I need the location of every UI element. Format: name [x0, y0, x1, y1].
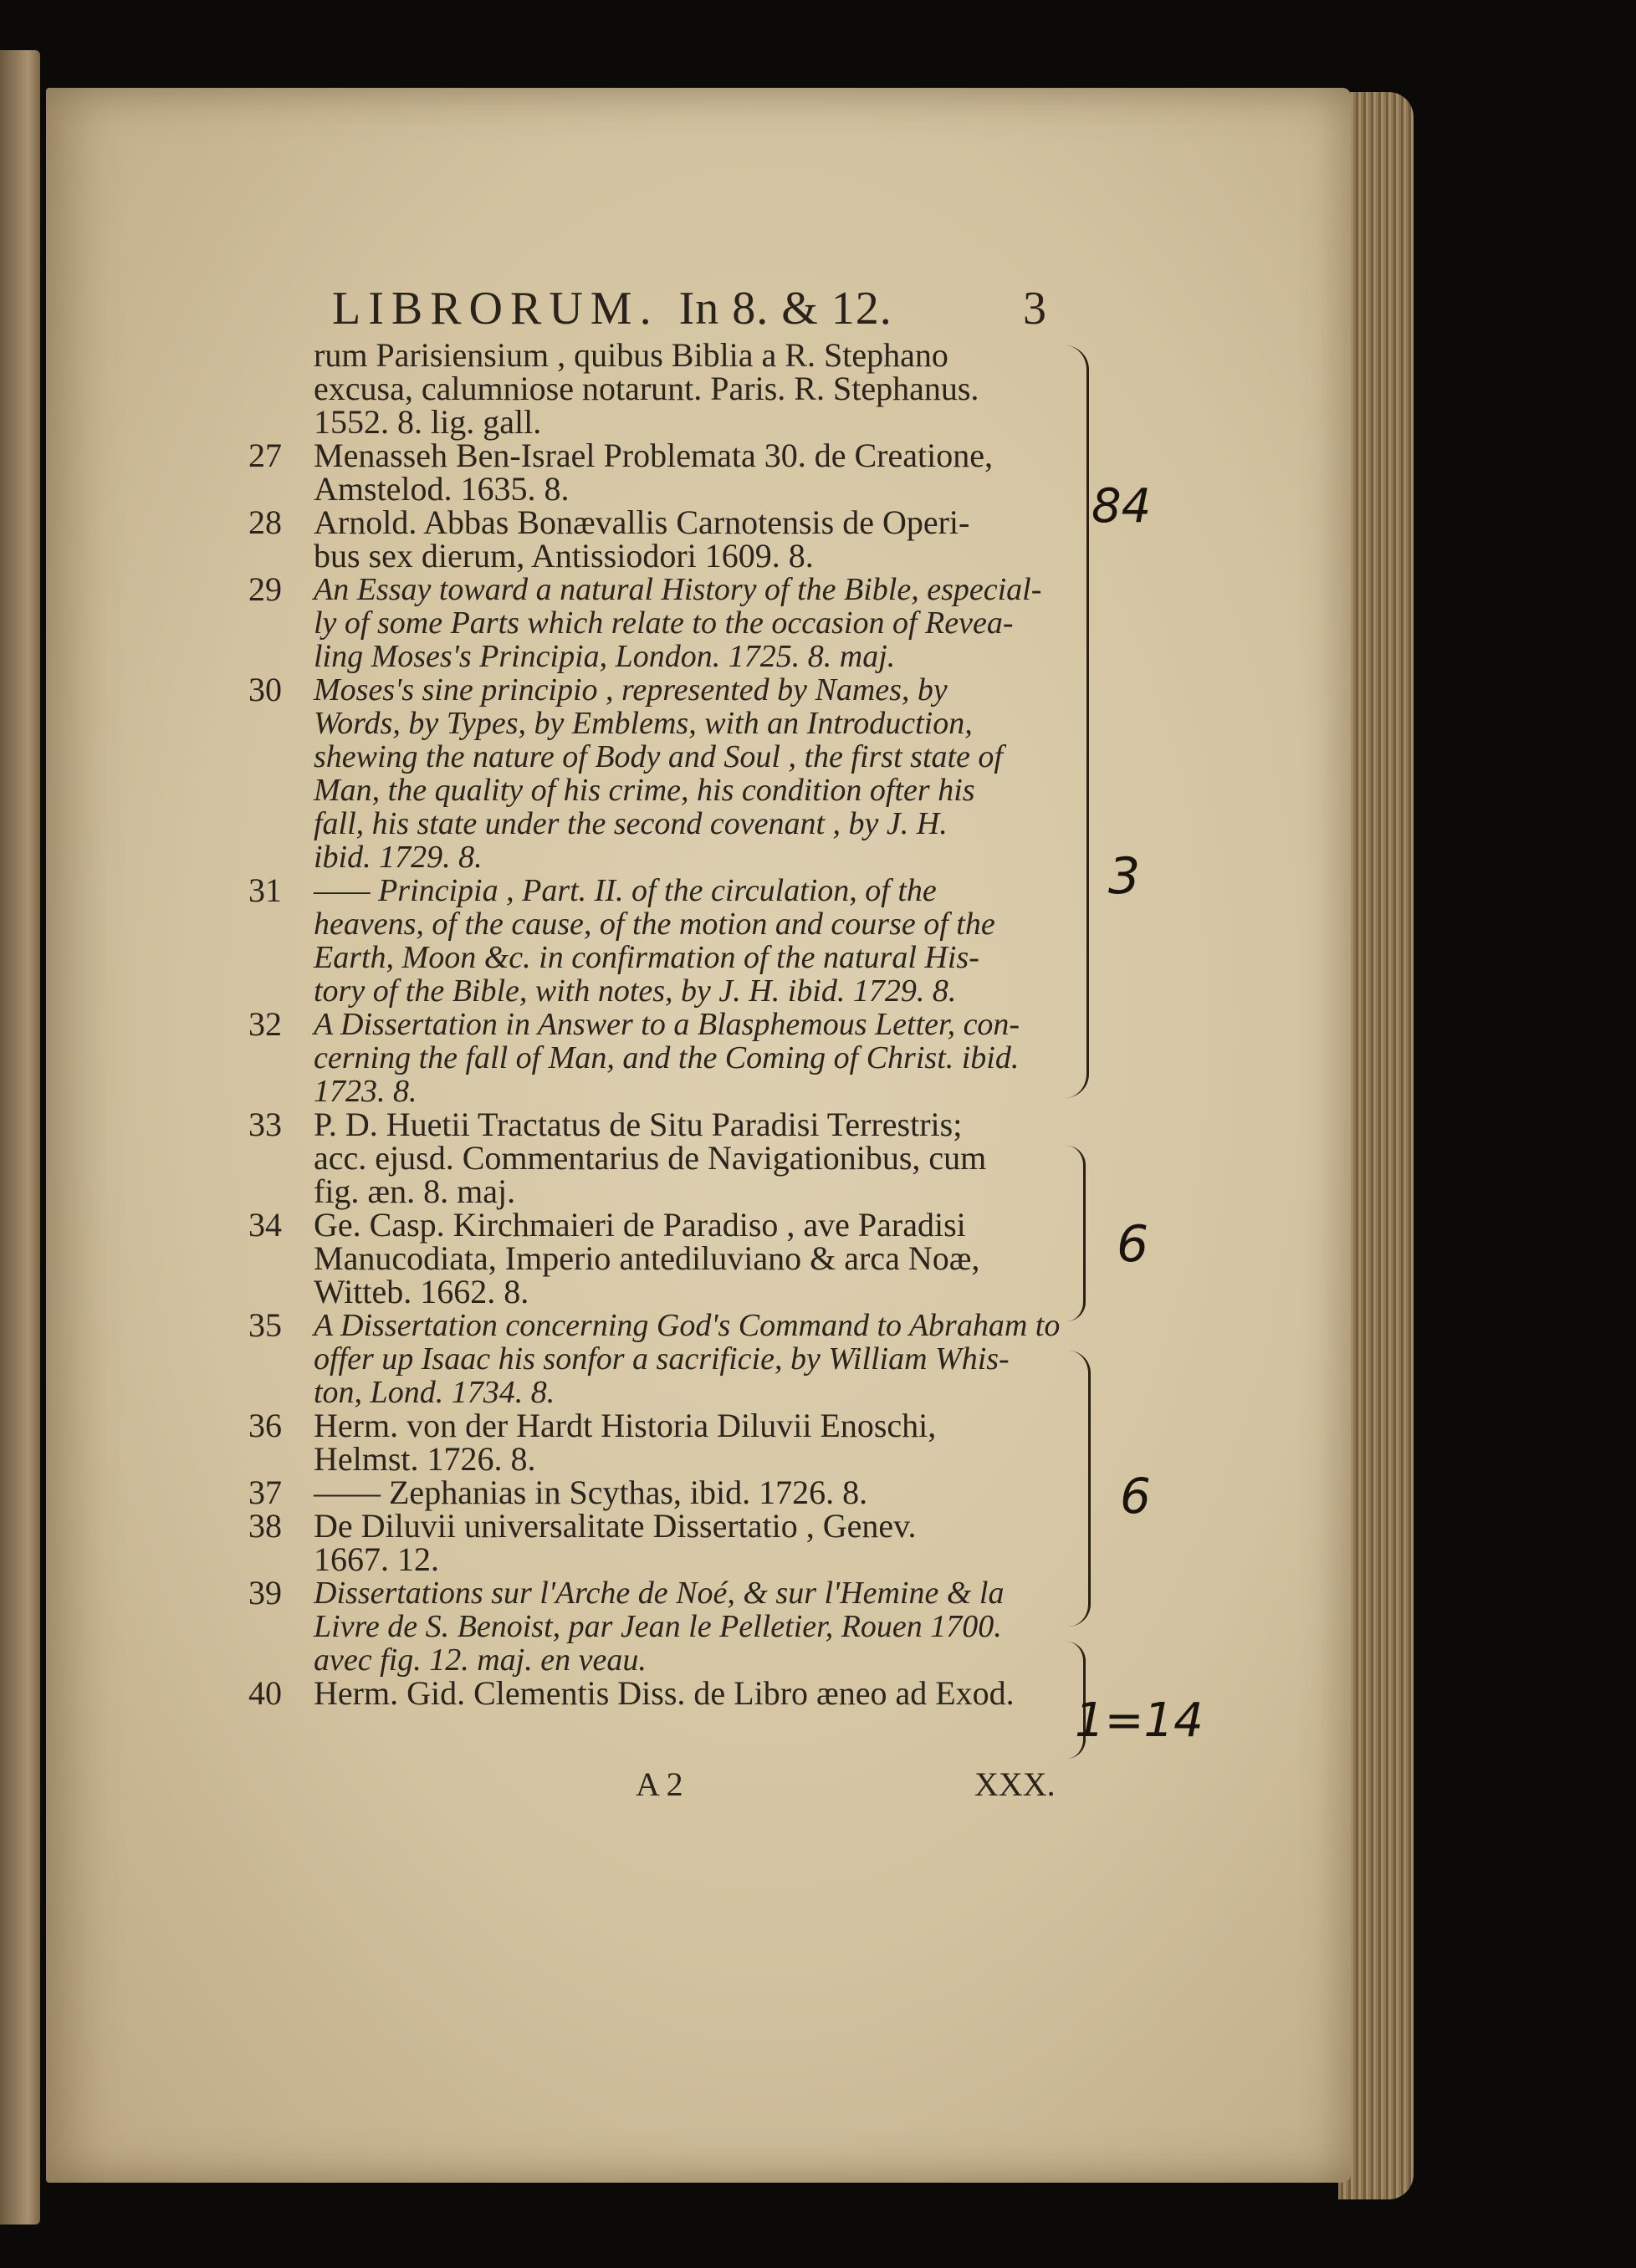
handwritten-price-3: 3: [1108, 847, 1141, 906]
entry-text: Moses's sine principio , represented by Names, by Words, by Types, by Emblems, with an Introduction, shewing the nature of Body and Soul , the first state of Man, the quality of his crime, his condition ofter his fall, his state under the second covenant , by J. H. ibid. 1729. 8.: [314, 672, 1003, 875]
entry-number: 40: [248, 1674, 282, 1712]
entry-text: rum Parisiensium , quibus Biblia a R. Stephano excusa, calumniose notarunt. Paris. R. Stephanus. 1552. 8. lig. gall.: [314, 336, 979, 441]
entry-text: Herm. von der Hardt Historia Diluvii Enoschi, Helmst. 1726. 8.: [314, 1407, 937, 1478]
entry-number: 32: [248, 1005, 282, 1043]
catchword: XXX.: [974, 1765, 1056, 1803]
margin-bracket: [1065, 345, 1089, 1098]
entry-text: Dissertations sur l'Arche de Noé, & sur l'Hemine & la Livre de S. Benoist, par Jean le Pelletier, Rouen 1700. avec fig. 12. maj. en veau.: [314, 1576, 1005, 1678]
catalogue-entry: [240, 1674, 1093, 1712]
handwritten-price-84: 84: [1092, 479, 1152, 534]
page-number: 3: [1023, 283, 1046, 335]
handwritten-price-6-second: 6: [1120, 1468, 1151, 1525]
entry-text: An Essay toward a natural History of the Bible, especial- ly of some Parts which relate to the occasion of Revea- ling Moses's Principia, London. 1725. 8. maj.: [314, 572, 1042, 674]
running-head-title: LIBRORUM.: [332, 283, 659, 335]
entry-text: P. D. Huetii Tractatus de Situ Paradisi Terrestris; acc. ejusd. Commentarius de Navigationibus, cum fig. æn. 8. maj.: [314, 1106, 987, 1210]
catalogue-entry: [240, 570, 1093, 674]
entry-text: De Diluvii universalitate Dissertatio , Genev. 1667. 12.: [314, 1507, 917, 1578]
entry-text: —— Principia , Part. II. of the circulation, of the heavens, of the cause, of the motion and course of the Earth, Moon &c. in confirmation of the natural His- tory of the Bible, with notes, by J. H. ibid. 1729. 8.: [314, 873, 995, 1009]
catalogue-entry: [240, 1509, 1093, 1576]
handwritten-price-1-14: 1=14: [1075, 1693, 1204, 1748]
book-page: [46, 88, 1351, 2183]
entry-number: 28: [248, 503, 282, 541]
entry-number: 36: [248, 1407, 282, 1444]
running-head-format: In 8. & 12.: [678, 283, 892, 335]
catalogue-entry: [240, 1476, 1093, 1509]
entry-number: 37: [248, 1474, 282, 1511]
entry-text: Menasseh Ben-Israel Problemata 30. de Creatione, Amstelod. 1635. 8.: [314, 437, 993, 508]
entry-number: 27: [248, 437, 282, 474]
catalogue-entries: [240, 336, 1093, 1712]
entry-number: 30: [248, 671, 282, 708]
catalogue-entry: [240, 871, 1093, 1009]
entry-text: A Dissertation concerning God's Command to Abraham to offer up Isaac his sonfor a sacrificie, by William Whis- ton, Lond. 1734. 8.: [314, 1308, 1061, 1410]
catalogue-entry: [240, 1005, 1093, 1109]
catalogue-entry: [240, 1306, 1093, 1410]
entry-number: 35: [248, 1306, 282, 1344]
margin-bracket: [1066, 1146, 1086, 1321]
entry-text: Herm. Gid. Clementis Diss. de Libro æneo ad Exod.: [314, 1674, 1015, 1712]
margin-bracket: [1068, 1351, 1091, 1627]
entry-text: A Dissertation in Answer to a Blasphemous Letter, con- cerning the fall of Man, and the Coming of Christ. ibid. 1723. 8.: [314, 1007, 1020, 1109]
entry-text: Ge. Casp. Kirchmaieri de Paradiso , ave Paradisi Manucodiata, Imperio antediluviano & arca Noæ, Witteb. 1662. 8.: [314, 1206, 980, 1310]
entry-number: 39: [248, 1574, 282, 1612]
entry-number: 29: [248, 570, 282, 608]
entry-number: 34: [248, 1206, 282, 1244]
catalogue-entry: [240, 439, 1093, 506]
catalogue-entry: [240, 336, 1093, 441]
entry-number: 38: [248, 1507, 282, 1545]
entry-text: —— Zephanias in Scythas, ibid. 1726. 8.: [314, 1474, 868, 1511]
entry-number: 31: [248, 871, 282, 909]
catalogue-entry: [240, 673, 1093, 874]
entry-text: Arnold. Abbas Bonævallis Carnotensis de Operi- bus sex dierum, Antissiodori 1609. 8.: [314, 503, 970, 575]
signature-mark: A 2: [636, 1765, 683, 1803]
catalogue-entry: [240, 1108, 1093, 1208]
catalogue-entry: [240, 1409, 1093, 1476]
catalogue-entry: [240, 1576, 1093, 1677]
catalogue-entry: [240, 503, 1093, 575]
entry-number: 33: [248, 1106, 282, 1143]
facing-page-edge: [0, 50, 40, 2225]
catalogue-entry: [240, 1208, 1093, 1309]
handwritten-price-6: 6: [1117, 1215, 1149, 1274]
